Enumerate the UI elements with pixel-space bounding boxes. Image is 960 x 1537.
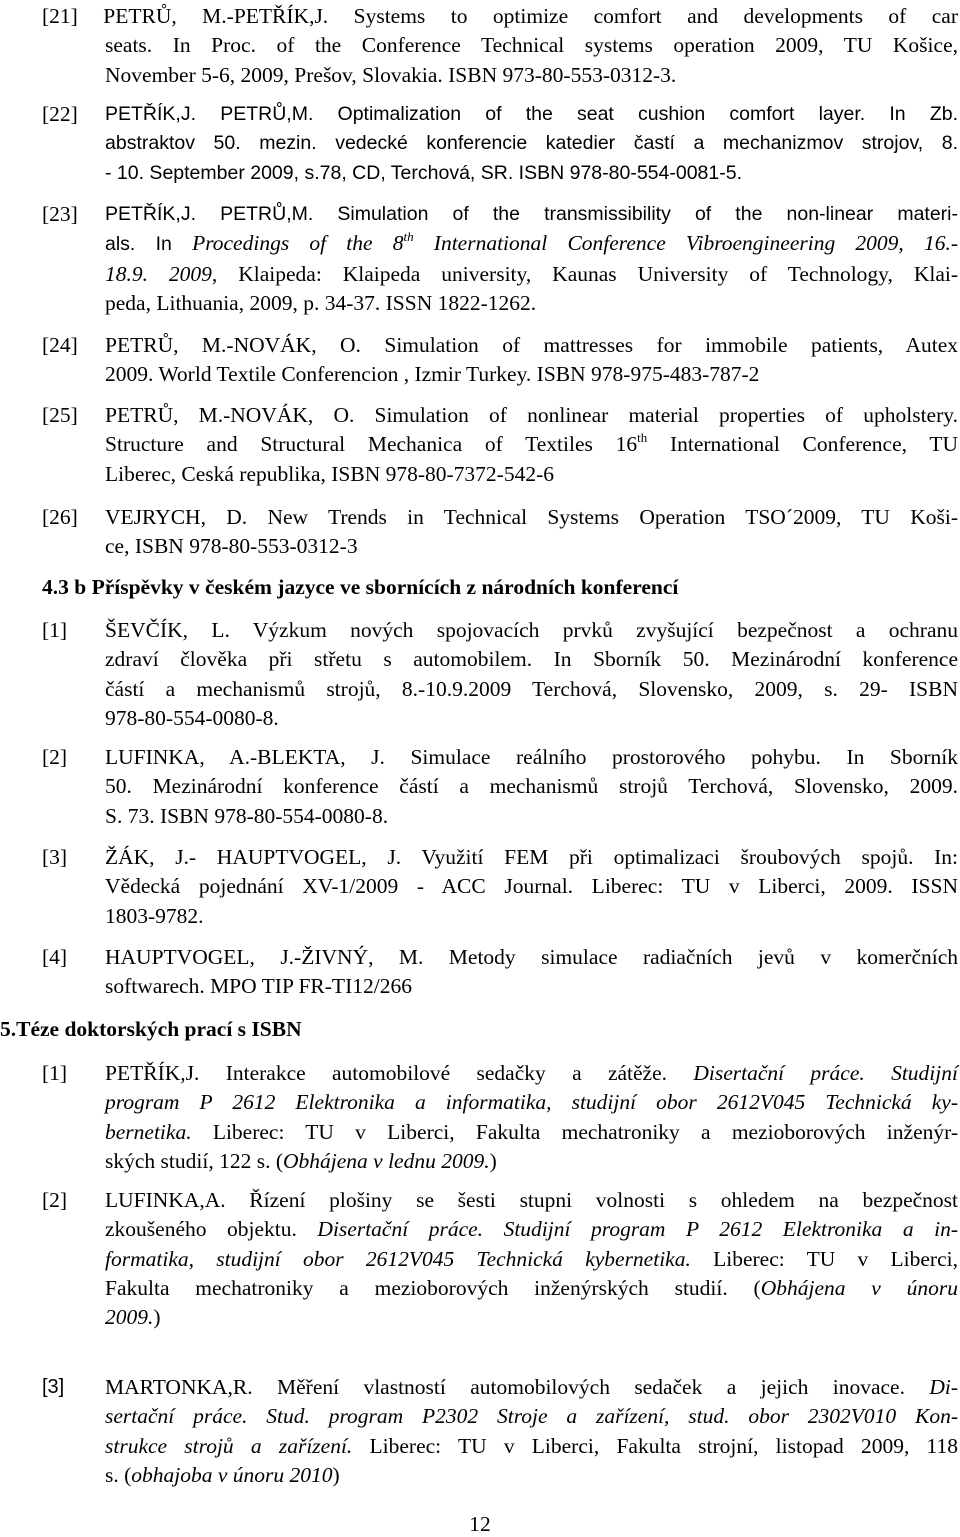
ref-line: ce, ISBN 978-80-553-0312-3 — [105, 534, 358, 559]
reference-23 — [0, 200, 958, 318]
reference-cz-1 — [0, 616, 958, 733]
ref-number: [2] — [42, 745, 68, 769]
ref-number: [3] — [42, 845, 68, 869]
reference-cz-4 — [0, 943, 958, 1002]
ref-line: PETRŮ, M.-NOVÁK, O. Simulation of nonlinear material properties of upholstery. — [105, 403, 958, 427]
ref-title-italic: 2009. — [105, 1305, 154, 1330]
ref-title-italic: bernetika. — [105, 1119, 192, 1144]
reference-cz-3 — [0, 843, 958, 931]
ref-line: seats. In Proc. of the Conference Technical systems operation 2009, TU Košice, — [105, 33, 958, 58]
ref-number: [23] — [42, 202, 78, 226]
ref-line — [105, 1432, 958, 1461]
ref-title-italic: Procedings of the 8 — [192, 231, 404, 256]
ref-line — [105, 1402, 958, 1431]
ref-line: ŠEVČÍK, L. Výzkum nových spojovacích prvků zvyšující bezpečnost a ochranu — [105, 618, 958, 642]
superscript: th — [637, 430, 648, 446]
ref-number: [25] — [42, 403, 78, 427]
ref-line: HAUPTVOGEL, J.-ŽIVNÝ, M. Metody simulace radiačních jevů v komerčních — [105, 945, 958, 969]
ref-segment: s. ( — [105, 1462, 132, 1487]
ref-line: LUFINKA, A.-BLEKTA, J. Simulace reálního prostorového pohybu. In Sborník — [105, 745, 958, 769]
ref-number: [26] — [42, 505, 78, 529]
ref-segment: ) — [153, 1305, 161, 1330]
ref-line: VEJRYCH, D. New Trends in Technical Systems Operation TSO´2009, TU Koši- — [105, 505, 958, 529]
ref-text — [105, 616, 958, 733]
ref-line — [105, 1059, 958, 1088]
ref-line: LUFINKA,A. Řízení plošiny se šesti stupni volnosti s ohledem na bezpečnost — [105, 1188, 958, 1212]
ref-text — [105, 1059, 958, 1176]
ref-title-italic: program P 2612 Elektronika a informatika, studijní obor 2612V045 Technická ky- — [105, 1090, 958, 1115]
ref-line — [105, 1303, 958, 1332]
ref-line: peda, Lithuania, 2009, p. 34-37. ISSN 1822-1262. — [105, 290, 537, 315]
section-heading-4-3b: 4.3 b Příspěvky v českém jazyce ve sbornících z národních konferencí — [42, 575, 679, 599]
ref-line — [105, 1373, 958, 1402]
ref-line: S. 73. ISBN 978-80-554-0080-8. — [105, 803, 389, 828]
reference-thesis-2 — [0, 1186, 958, 1332]
ref-line — [105, 1245, 958, 1274]
ref-title-italic: Obhájena v lednu 2009. — [282, 1148, 490, 1173]
ref-text — [105, 1186, 958, 1332]
ref-title-italic: strukce strojů a zařízení. — [105, 1433, 353, 1458]
superscript: th — [403, 229, 414, 245]
ref-line — [105, 1088, 958, 1117]
ref-text — [105, 943, 958, 1002]
reference-25 — [0, 401, 958, 489]
ref-segment: Fakulta mechatroniky a mezioborových inženýrských studií. ( — [105, 1275, 761, 1300]
ref-title-italic: 18.9. 2009, — [105, 261, 218, 286]
ref-line: - 10. September 2009, s.78, CD, Terchová, SR. ISBN 978-80-554-0081-5. — [105, 161, 742, 184]
ref-number: [1] — [42, 1061, 68, 1085]
ref-segment: ) — [489, 1148, 497, 1173]
ref-number: [1] — [42, 618, 68, 642]
ref-segment: Liberec: TU v Liberci, Fakulta mechatroniky a mezioborových inženýr- — [191, 1119, 958, 1144]
reference-thesis-1 — [0, 1059, 958, 1176]
ref-line: 1803-9782. — [105, 903, 204, 928]
ref-title-italic: formatika, studijní obor 2612V045 Technická kybernetika. — [105, 1246, 691, 1271]
ref-line — [105, 1147, 958, 1176]
ref-text — [105, 843, 958, 931]
ref-line: abstraktov 50. mezin. vedecké konferencie katedier častí a mechanizmov strojov, 8. — [105, 132, 958, 155]
ref-line: [21] PETRŮ, M.-PETŘÍK,J. Systems to optimize comfort and developments of car — [42, 4, 958, 28]
ref-line — [105, 229, 958, 259]
ref-number: [3] — [42, 1376, 65, 1398]
page-number: 12 — [469, 1512, 491, 1536]
ref-line — [105, 1118, 958, 1147]
ref-text — [105, 1373, 958, 1490]
section-heading-5: 5.Téze doktorských prací s ISBN — [0, 1017, 302, 1041]
ref-text — [105, 200, 958, 318]
ref-line — [105, 1215, 958, 1244]
ref-segment: Liberec: TU v Liberci, — [690, 1246, 958, 1271]
ref-segment: als. In — [105, 233, 193, 256]
ref-line: Vědecká pojednání XV-1/2009 - ACC Journal. Liberec: TU v Liberci, 2009. ISSN — [105, 874, 958, 899]
ref-segment: MARTONKA,R. Měření vlastností automobilových sedaček a jejich inovace. — [105, 1375, 930, 1399]
ref-segment: Structure and Structural Mechanica of Textiles 16 — [105, 432, 638, 457]
ref-segment: Liberec: TU v Liberci, Fakulta strojní, listopad 2009, 118 — [352, 1433, 958, 1458]
ref-line: PETŘÍK,J. PETRŮ,M. Simulation of the transmissibility of the non-linear materi- — [105, 203, 958, 225]
ref-segment: PETŘÍK,J. Interakce automobilové sedačky a zátěže. — [105, 1061, 694, 1085]
ref-line: ŽÁK, J.- HAUPTVOGEL, J. Využití FEM při optimalizaci šroubových spojů. In: — [105, 845, 958, 869]
ref-segment: ) — [332, 1462, 340, 1487]
ref-number: [2] — [42, 1188, 68, 1212]
ref-line — [105, 1274, 958, 1303]
ref-line: Liberec, Ceská republika, ISBN 978-80-7372-542-6 — [105, 461, 555, 486]
ref-line — [105, 1461, 958, 1490]
ref-text — [105, 503, 958, 562]
ref-segment: zkoušeného objektu. — [105, 1217, 318, 1242]
ref-line: 50. Mezinárodní konference částí a mechanismů strojů Terchová, Slovensko, 2009. — [105, 774, 958, 799]
ref-line: 978-80-554-0080-8. — [105, 705, 279, 730]
ref-text — [105, 100, 958, 188]
ref-line — [105, 260, 958, 289]
reference-24 — [0, 331, 958, 390]
ref-text — [105, 743, 958, 831]
ref-segment: ských studií, 122 s. ( — [105, 1148, 283, 1173]
ref-text — [105, 401, 958, 489]
ref-number: [24] — [42, 333, 78, 357]
ref-number: [22] — [42, 102, 78, 126]
ref-title-italic: Di- — [929, 1375, 958, 1399]
reference-thesis-3 — [0, 1373, 958, 1490]
reference-21 — [42, 2, 958, 90]
ref-title-italic: obhajoba v únoru 2010 — [131, 1462, 333, 1487]
ref-title-italic: International Conference Vibroengineering 2009, 16.- — [413, 231, 958, 256]
ref-line: 2009. World Textile Conferencion , Izmir Turkey. ISBN 978-975-483-787-2 — [105, 362, 760, 387]
ref-title-italic: sertační práce. Stud. program P2302 Stroje a zařízení, stud. obor 2302V010 Kon- — [105, 1404, 958, 1429]
ref-segment: International Conference, TU — [647, 432, 958, 457]
ref-title-italic: Disertační práce. Studijní program P 2612 Elektronika a in- — [317, 1217, 958, 1242]
ref-line: částí a mechanismů strojů, 8.-10.9.2009 Terchová, Slovensko, 2009, s. 29- ISBN — [105, 676, 958, 701]
ref-title-italic: Obhájena v únoru — [760, 1275, 958, 1300]
ref-number: [4] — [42, 945, 68, 969]
reference-cz-2 — [0, 743, 958, 831]
ref-title-italic: Disertační práce. Studijní — [693, 1061, 958, 1085]
ref-line: softwarech. MPO TIP FR-TI12/266 — [105, 974, 412, 999]
reference-22 — [0, 100, 958, 188]
ref-line: PETŘÍK,J. PETRŮ,M. Optimalization of the seat cushion comfort layer. In Zb. — [105, 103, 958, 125]
ref-line: zdraví člověka při střetu s automobilem. In Sborník 50. Mezinárodní konference — [105, 647, 958, 672]
ref-text — [105, 331, 958, 390]
reference-26 — [0, 503, 958, 562]
ref-line: November 5-6, 2009, Prešov, Slovakia. ISBN 973-80-553-0312-3. — [105, 62, 677, 87]
ref-line: PETRŮ, M.-NOVÁK, O. Simulation of mattresses for immobile patients, Autex — [105, 333, 958, 357]
ref-line — [105, 430, 958, 459]
ref-segment: Klaipeda: Klaipeda university, Kaunas University of Technology, Klai- — [217, 261, 958, 286]
